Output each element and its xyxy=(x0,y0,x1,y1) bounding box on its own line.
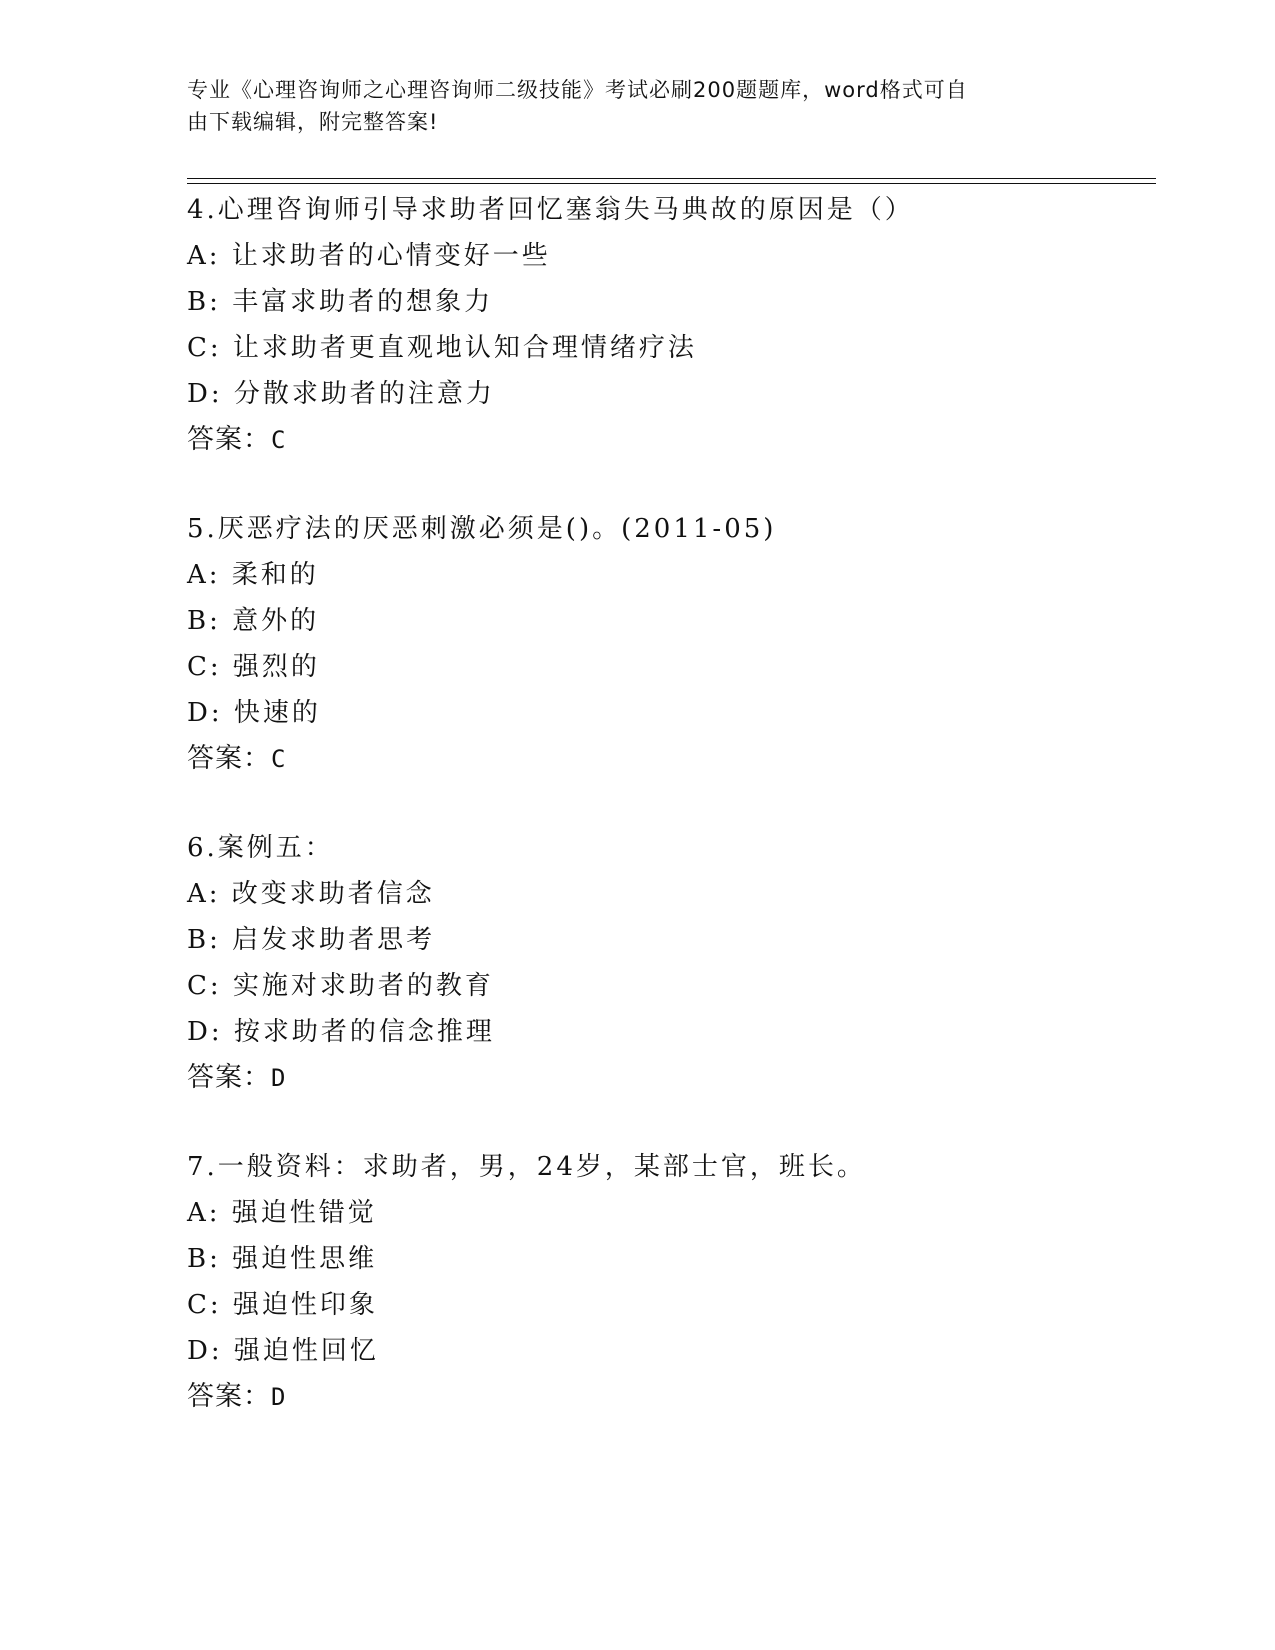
option-d: D: 分散求助者的注意力 xyxy=(187,379,495,409)
option-d: D: 强迫性回忆 xyxy=(187,1336,379,1366)
option-d: D: 按求助者的信念推理 xyxy=(187,1017,495,1047)
option-a: A: 改变求助者信念 xyxy=(187,879,435,909)
question-4 xyxy=(187,187,1147,463)
answer-value: D xyxy=(271,1383,287,1411)
question-5 xyxy=(187,506,1147,782)
option-d: D: 快速的 xyxy=(187,698,321,728)
answer-label: 答案： xyxy=(187,1062,271,1093)
answer-label: 答案： xyxy=(187,1381,271,1412)
answer-label: 答案： xyxy=(187,743,271,774)
option-b: B: 意外的 xyxy=(187,606,320,636)
header-divider-top xyxy=(187,178,1156,179)
answer-label: 答案： xyxy=(187,424,271,455)
header-line-1: 专业《心理咨询师之心理咨询师二级技能》考试必刷200题题库，word格式可自 xyxy=(187,78,968,102)
option-b: B: 强迫性思维 xyxy=(187,1244,378,1274)
question-6 xyxy=(187,825,1147,1101)
option-a: A: 强迫性错觉 xyxy=(187,1198,377,1228)
question-stem: 4.心理咨询师引导求助者回忆塞翁失马典故的原因是（） xyxy=(187,195,914,225)
option-a: A: 让求助者的心情变好一些 xyxy=(187,241,551,271)
question-7 xyxy=(187,1144,1147,1420)
option-c: C: 让求助者更直观地认知合理情绪疗法 xyxy=(187,333,697,363)
question-stem: 7.一般资料：求助者，男，24岁，某部士官，班长。 xyxy=(187,1152,866,1182)
option-c: C: 强迫性印象 xyxy=(187,1290,378,1320)
answer-line xyxy=(187,1374,1147,1420)
option-b: B: 启发求助者思考 xyxy=(187,925,436,955)
option-b: B: 丰富求助者的想象力 xyxy=(187,287,494,317)
answer-line xyxy=(187,736,1147,782)
question-list xyxy=(187,187,1147,1463)
option-c: C: 强烈的 xyxy=(187,652,320,682)
option-c: C: 实施对求助者的教育 xyxy=(187,971,494,1001)
option-a: A: 柔和的 xyxy=(187,560,319,590)
question-stem: 6.案例五： xyxy=(187,833,334,863)
answer-value: D xyxy=(271,1064,287,1092)
header-divider-bottom xyxy=(187,183,1156,184)
document-header xyxy=(187,74,1087,138)
answer-value: C xyxy=(271,426,287,454)
answer-line xyxy=(187,417,1147,463)
answer-value: C xyxy=(271,745,287,773)
header-line-2: 由下载编辑，附完整答案! xyxy=(187,110,439,134)
question-stem: 5.厌恶疗法的厌恶刺激必须是()。(2011-05) xyxy=(187,514,777,544)
answer-line xyxy=(187,1055,1147,1101)
